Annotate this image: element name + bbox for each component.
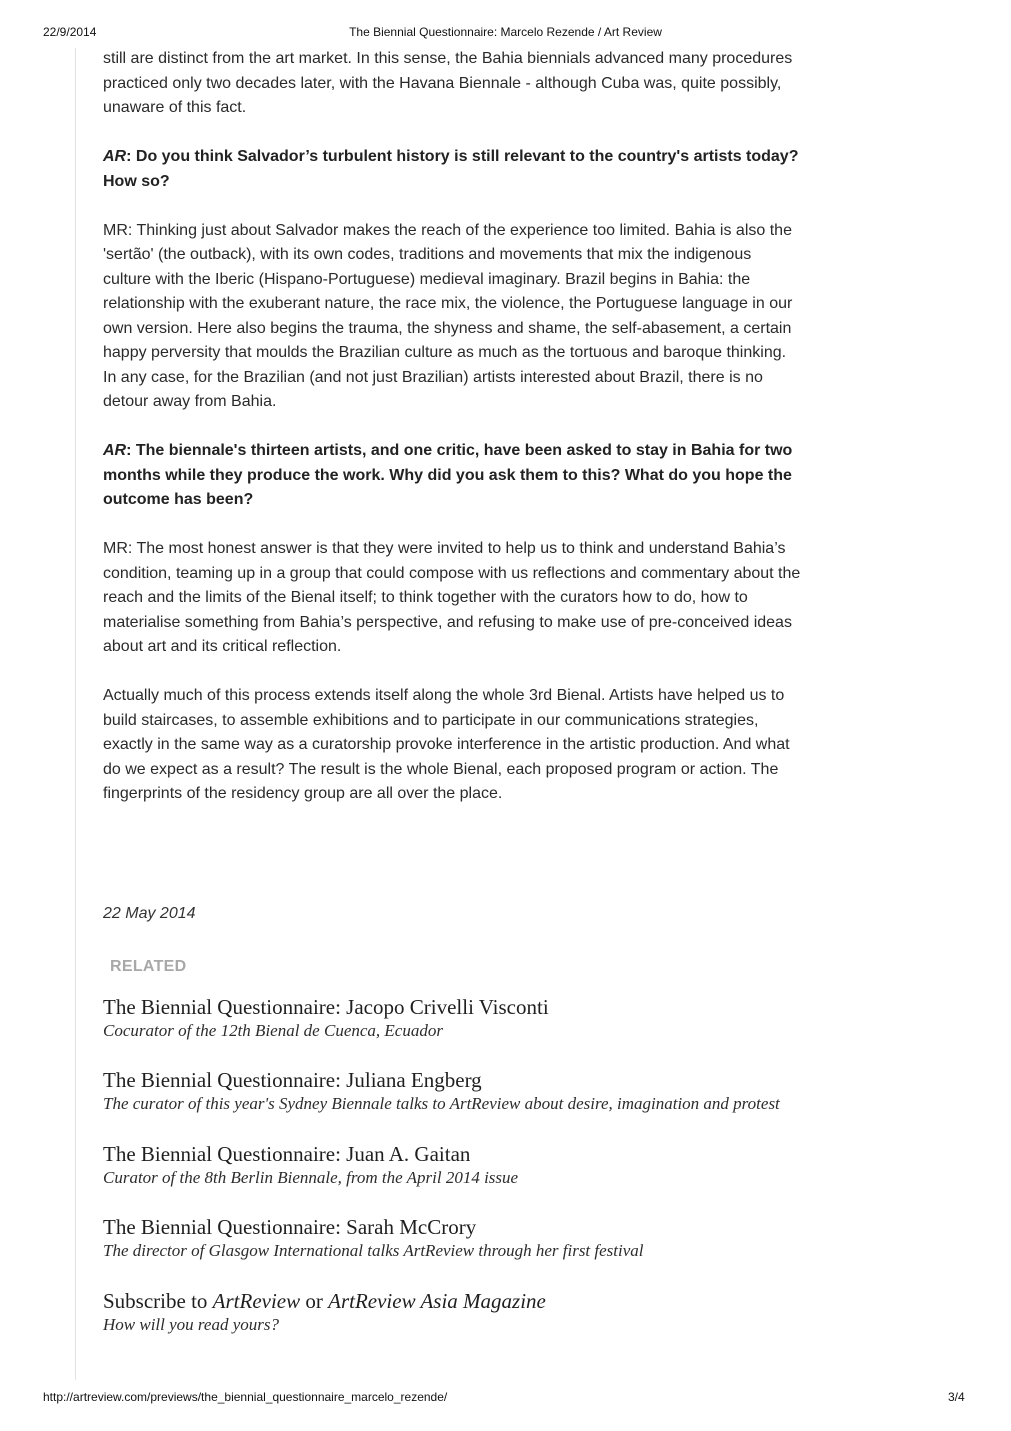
- print-url: http://artreview.com/previews/the_biennial_questionnaire_marcelo_rezende/: [43, 1390, 448, 1404]
- interview-answer: Actually much of this process extends itself along the whole 3rd Bienal. Artists have helped us to build staircases, to assemble exhibitions and to participate in our communications strategies, exactly in the same way as a curatorship provoke interference in the artistic production. And what do we expect as a result? The result is the whole Bienal, each proposed program or action. The fingerprints of the residency group are all over the place.: [103, 687, 790, 802]
- related-item: [103, 1215, 983, 1288]
- related-subtitle: The director of Glasgow International talks ArtReview through her first festival: [103, 1241, 644, 1261]
- print-footer: [0, 1390, 1011, 1406]
- print-date: 22/9/2014: [43, 25, 97, 39]
- related-subtitle: The curator of this year's Sydney Biennale talks to ArtReview about desire, imagination and protest: [103, 1094, 780, 1114]
- related-item: [103, 1142, 983, 1215]
- subscribe-magazine-asia: ArtReview Asia Magazine: [328, 1288, 546, 1313]
- related-subtitle: Cocurator of the 12th Bienal de Cuenca, Ecuador: [103, 1021, 443, 1040]
- article-body: [103, 47, 803, 807]
- related-link[interactable]: The Biennial Questionnaire: Sarah McCrory: [103, 1215, 477, 1240]
- question-prefix: AR: [103, 442, 127, 459]
- question-text: : The biennale's thirteen artists, and one critic, have been asked to stay in Bahia for two months while they produce the work. Why did you ask them to this? What do you hope the outcome has been?: [103, 442, 793, 508]
- question-prefix: AR: [103, 148, 127, 165]
- subscribe-magazine: ArtReview: [212, 1288, 301, 1313]
- interview-question: [103, 145, 803, 194]
- left-divider: [75, 48, 76, 1380]
- page-number: 3/4: [948, 1390, 965, 1404]
- related-heading: RELATED: [110, 958, 187, 975]
- article-paragraph: still are distinct from the art market. In this sense, the Bahia biennials advanced many procedures practiced only two decades later, with the Havana Biennale - although Cuba was, quite possibly, unaware of this fact.: [103, 50, 793, 116]
- interview-question: [103, 439, 803, 513]
- question-text: : Do you think Salvador’s turbulent history is still relevant to the country's artists today? How so?: [103, 148, 799, 190]
- interview-answer: MR: Thinking just about Salvador makes the reach of the experience too limited. Bahia is also the 'sertão' (the outback), with its own codes, traditions and movements that mix the indigenous culture with the Iberic (Hispano-Portuguese) medieval imaginary. Brazil begins in Bahia: the relationship with the exuberant nature, the race mix, the violence, the Portuguese language in our own version. Here also begins the trauma, the shyness and shame, the self-abasement, a certain happy perversity that moulds the Brazilian culture as much as the tortuous and baroque thinking. In any case, for the Brazilian (and not just Brazilian) artists interested about Brazil, there is no detour away from Bahia.: [103, 221, 793, 410]
- related-link[interactable]: The Biennial Questionnaire: Jacopo Crivelli Visconti: [103, 995, 549, 1019]
- related-item: [103, 995, 983, 1068]
- interview-answer: MR: The most honest answer is that they were invited to help us to think and understand Bahia’s condition, teaming up in a group that could compose with us reflections and commentary about the reach and the limits of the Bienal itself; to think together with the curators how to do, how to materialise something from Bahia’s perspective, and refusing to make use of pre-conceived ideas about art and its critical reflection.: [103, 540, 801, 655]
- publish-date: 22 May 2014: [103, 905, 196, 922]
- related-subtitle: Curator of the 8th Berlin Biennale, from the April 2014 issue: [103, 1167, 519, 1187]
- subscribe-link[interactable]: [103, 1289, 983, 1313]
- related-list: [103, 995, 983, 1362]
- subscribe-subtitle: How will you read yours?: [103, 1314, 279, 1334]
- subscribe-prefix: Subscribe to: [103, 1288, 213, 1313]
- related-item: [103, 1068, 983, 1141]
- subscribe-joiner: or: [300, 1288, 329, 1313]
- subscribe-item: [103, 1289, 983, 1362]
- related-link[interactable]: The Biennial Questionnaire: Juliana Engberg: [103, 1068, 482, 1093]
- print-page-title: The Biennial Questionnaire: Marcelo Rezende / Art Review: [349, 25, 662, 39]
- print-header: [0, 25, 1011, 41]
- related-link[interactable]: The Biennial Questionnaire: Juan A. Gaitan: [103, 1141, 471, 1166]
